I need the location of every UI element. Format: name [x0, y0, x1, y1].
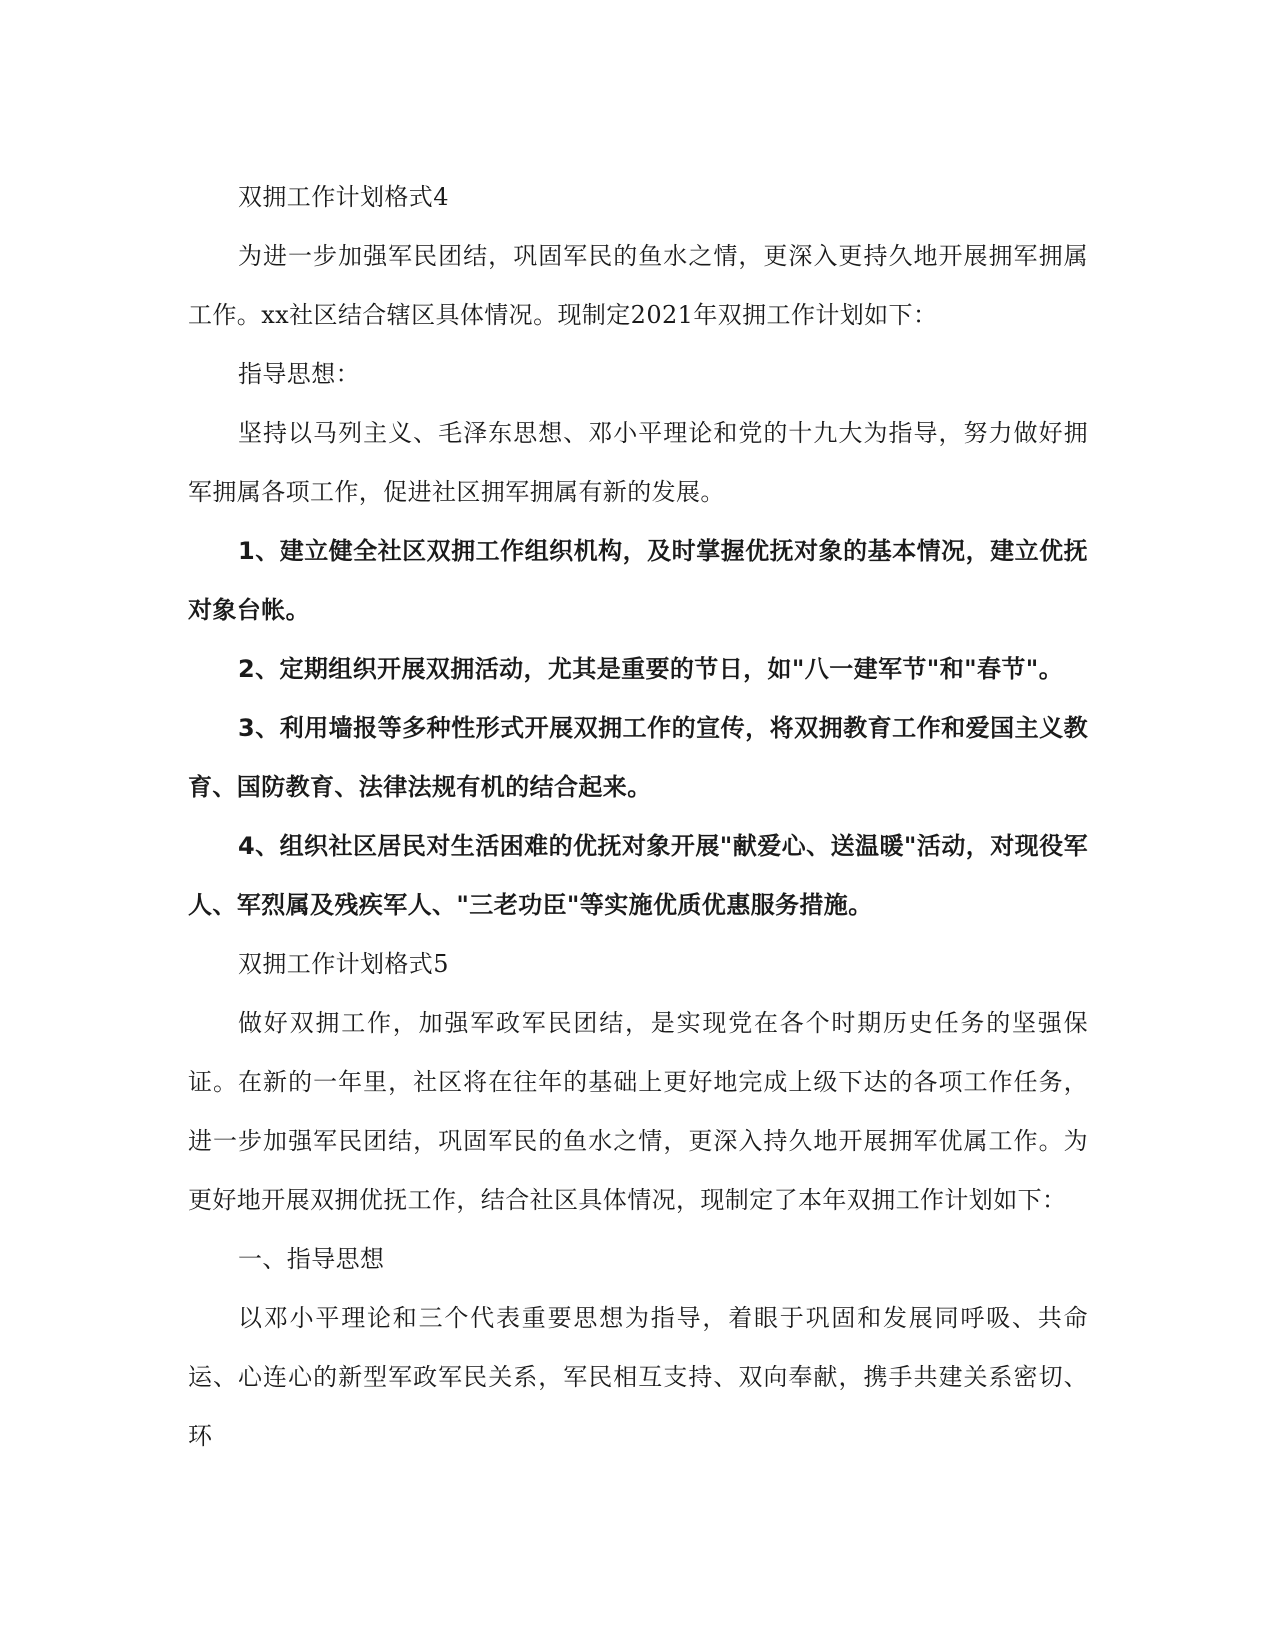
section-heading-format-5: 双拥工作计划格式5: [238, 950, 449, 978]
list-item-1: 1、建立健全社区双拥工作组织机构，及时掌握优抚对象的基本情况，建立优抚对象台帐。: [188, 537, 1088, 624]
paragraph-guiding-thought-label: 指导思想：: [238, 360, 360, 388]
paragraph-format-5-intro: 做好双拥工作，加强军政军民团结，是实现党在各个时期历史任务的坚强保证。在新的一年里，社区将在往年的基础上更好地完成上级下达的各项工作任务，进一步加强军民团结，巩固军民的鱼水之情，更深入持久地开展拥军优属工作。为更好地开展双拥优抚工作，结合社区具体情况，现制定了本年双拥工作计划如下：: [188, 1009, 1088, 1214]
list-item-2: 2、定期组织开展双拥活动，尤其是重要的节日，如"八一建军节"和"春节"。: [238, 655, 1064, 683]
paragraph-intro: 为进一步加强军民团结，巩固军民的鱼水之情，更深入更持久地开展拥军拥属工作。xx社区结合辖区具体情况。现制定2021年双拥工作计划如下：: [188, 242, 1088, 329]
paragraph-guiding-thought: 坚持以马列主义、毛泽东思想、邓小平理论和党的十九大为指导，努力做好拥军拥属各项工作，促进社区拥军拥属有新的发展。: [188, 419, 1088, 506]
paragraph-guiding-thought-body: 以邓小平理论和三个代表重要思想为指导，着眼于巩固和发展同呼吸、共命运、心连心的新型军政军民关系，军民相互支持、双向奉献，携手共建关系密切、环: [188, 1304, 1088, 1450]
list-item-4: 4、组织社区居民对生活困难的优抚对象开展"献爱心、送温暖"活动，对现役军人、军烈属及残疾军人、"三老功臣"等实施优质优惠服务措施。: [188, 832, 1088, 919]
paragraph-heading-guiding-thought: 一、指导思想: [238, 1245, 385, 1273]
document-body: [188, 168, 1088, 1466]
list-item-3: 3、利用墙报等多种性形式开展双拥工作的宣传，将双拥教育工作和爱国主义教育、国防教育、法律法规有机的结合起来。: [188, 714, 1088, 801]
section-heading-format-4: 双拥工作计划格式4: [238, 183, 449, 211]
